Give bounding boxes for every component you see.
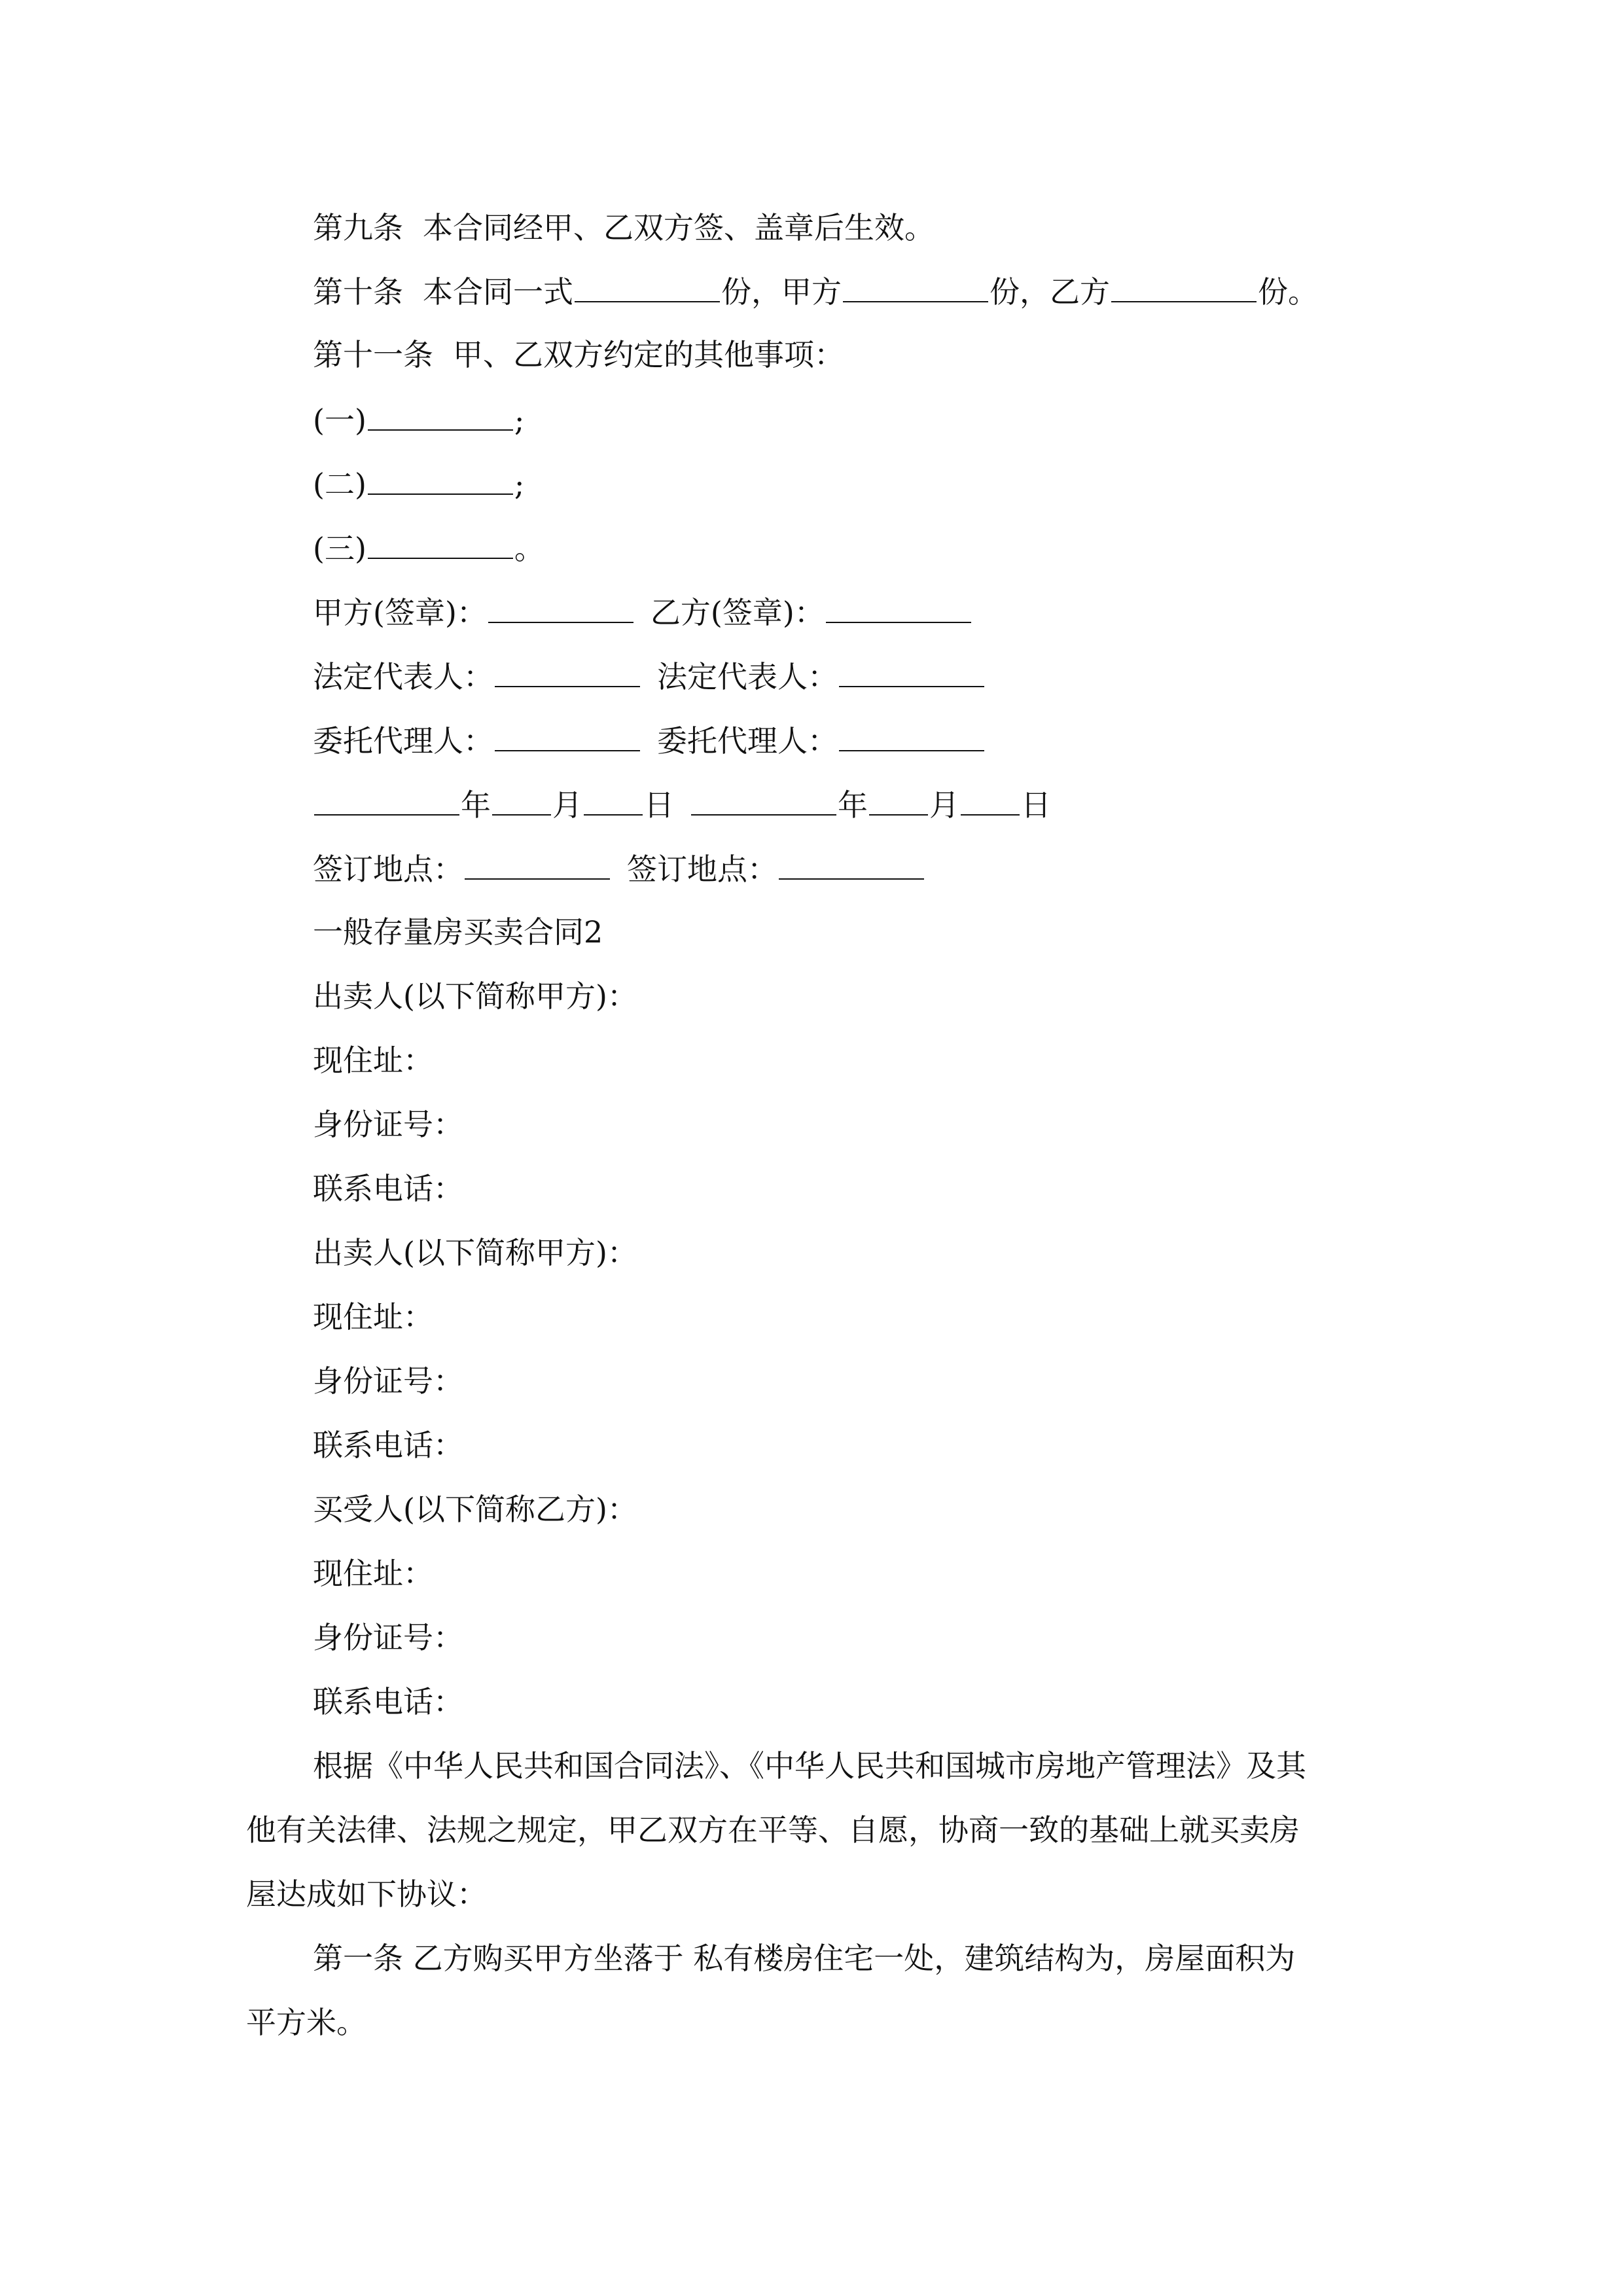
seal-row: [313, 592, 972, 631]
party-a-month-blank[interactable]: [492, 784, 551, 816]
legal-rep-row: [313, 656, 986, 695]
article-1-line-1: 第一条 乙方购买甲方坐落于 私有楼房住宅一处，建筑结构为，房屋面积为: [313, 1941, 1296, 1976]
article-10-text-2: 份，甲方: [721, 274, 842, 310]
day-label: 日: [1021, 787, 1051, 823]
party-a-legal-rep-label: 法定代表人：: [313, 659, 493, 694]
preamble-line-3: 屋达成如下协议：: [246, 1876, 487, 1912]
party-a-day-blank[interactable]: [584, 784, 643, 816]
article-11-number: 第十一条: [313, 337, 433, 372]
article-11: [313, 335, 844, 374]
item-label: (二): [313, 467, 366, 502]
party-b-year-blank[interactable]: [691, 784, 836, 816]
item-blank[interactable]: [368, 463, 513, 495]
contract2-title: 一般存量房买卖合同2: [313, 914, 603, 950]
item-label: (一): [313, 403, 366, 438]
list-item: [313, 463, 524, 503]
item-end: ;: [514, 467, 525, 502]
copies-total-blank[interactable]: [575, 271, 720, 302]
article-9-text: 本合同经甲、乙双方签、盖章后生效。: [423, 210, 935, 245]
day-label: 日: [644, 787, 674, 823]
party-b-day-blank[interactable]: [961, 784, 1020, 816]
seller-2-label: 出卖人(以下简称甲方)：: [313, 1235, 637, 1270]
party-a-legal-rep-blank[interactable]: [495, 656, 640, 687]
party-b-seal-label: 乙方(签章)：: [650, 595, 825, 630]
party-b-month-blank[interactable]: [869, 784, 928, 816]
article-9-number: 第九条: [313, 210, 403, 245]
party-a-place-label: 签订地点：: [313, 852, 463, 887]
seller-1-phone-label: 联系电话：: [313, 1171, 463, 1206]
agent-row: [313, 720, 986, 759]
year-label: 年: [838, 787, 868, 823]
seller-2-phone-label: 联系电话：: [313, 1427, 463, 1463]
party-b-place-label: 签订地点：: [627, 852, 777, 887]
copies-party-a-blank[interactable]: [843, 271, 988, 302]
list-item: [313, 528, 544, 567]
seller-2-id-label: 身份证号：: [313, 1363, 463, 1399]
party-b-legal-rep-blank[interactable]: [839, 656, 984, 687]
article-10-number: 第十条: [313, 274, 403, 310]
party-a-place-blank[interactable]: [465, 848, 610, 880]
seller-2-address-label: 现住址：: [313, 1299, 433, 1335]
item-end: ;: [514, 403, 525, 438]
party-b-agent-label: 委托代理人：: [657, 723, 838, 759]
item-blank[interactable]: [368, 399, 513, 431]
article-1-line-2: 平方米。: [246, 2005, 366, 2040]
article-10-text-4: 份。: [1258, 274, 1318, 310]
seller-1-address-label: 现住址：: [313, 1043, 433, 1078]
list-item: [313, 399, 524, 439]
month-label: 月: [552, 787, 582, 823]
seller-1-label: 出卖人(以下简称甲方)：: [313, 978, 637, 1014]
article-10: [313, 271, 1318, 310]
party-b-seal-blank[interactable]: [826, 592, 971, 623]
item-end: 。: [514, 531, 544, 566]
party-a-seal-label: 甲方(签章)：: [313, 595, 487, 630]
preamble-line-2: 他有关法律、法规之规定，甲乙双方在平等、自愿，协商一致的基础上就买卖房: [246, 1812, 1300, 1848]
seller-1-id-label: 身份证号：: [313, 1107, 463, 1142]
month-label: 月: [929, 787, 959, 823]
party-b-place-blank[interactable]: [779, 848, 924, 880]
buyer-address-label: 现住址：: [313, 1556, 433, 1591]
item-blank[interactable]: [368, 528, 513, 559]
party-a-agent-label: 委托代理人：: [313, 723, 493, 759]
party-b-agent-blank[interactable]: [839, 720, 984, 751]
article-10-text-1: 本合同一式: [423, 274, 573, 310]
buyer-phone-label: 联系电话：: [313, 1684, 463, 1719]
party-a-year-blank[interactable]: [314, 784, 459, 816]
copies-party-b-blank[interactable]: [1111, 271, 1257, 302]
buyer-label: 买受人(以下简称乙方)：: [313, 1492, 637, 1527]
article-11-text: 甲、乙双方约定的其他事项：: [453, 337, 844, 372]
date-row: [313, 784, 1051, 823]
buyer-id-label: 身份证号：: [313, 1620, 463, 1655]
article-10-text-3: 份，乙方: [990, 274, 1110, 310]
party-a-seal-blank[interactable]: [488, 592, 633, 623]
year-label: 年: [461, 787, 491, 823]
party-b-legal-rep-label: 法定代表人：: [657, 659, 838, 694]
preamble-line-1: 根据《中华人民共和国合同法》、《中华人民共和国城市房地产管理法》及其: [313, 1748, 1306, 1784]
item-label: (三): [313, 531, 366, 566]
party-a-agent-blank[interactable]: [495, 720, 640, 751]
place-row: [313, 848, 925, 888]
article-9: [313, 208, 935, 247]
